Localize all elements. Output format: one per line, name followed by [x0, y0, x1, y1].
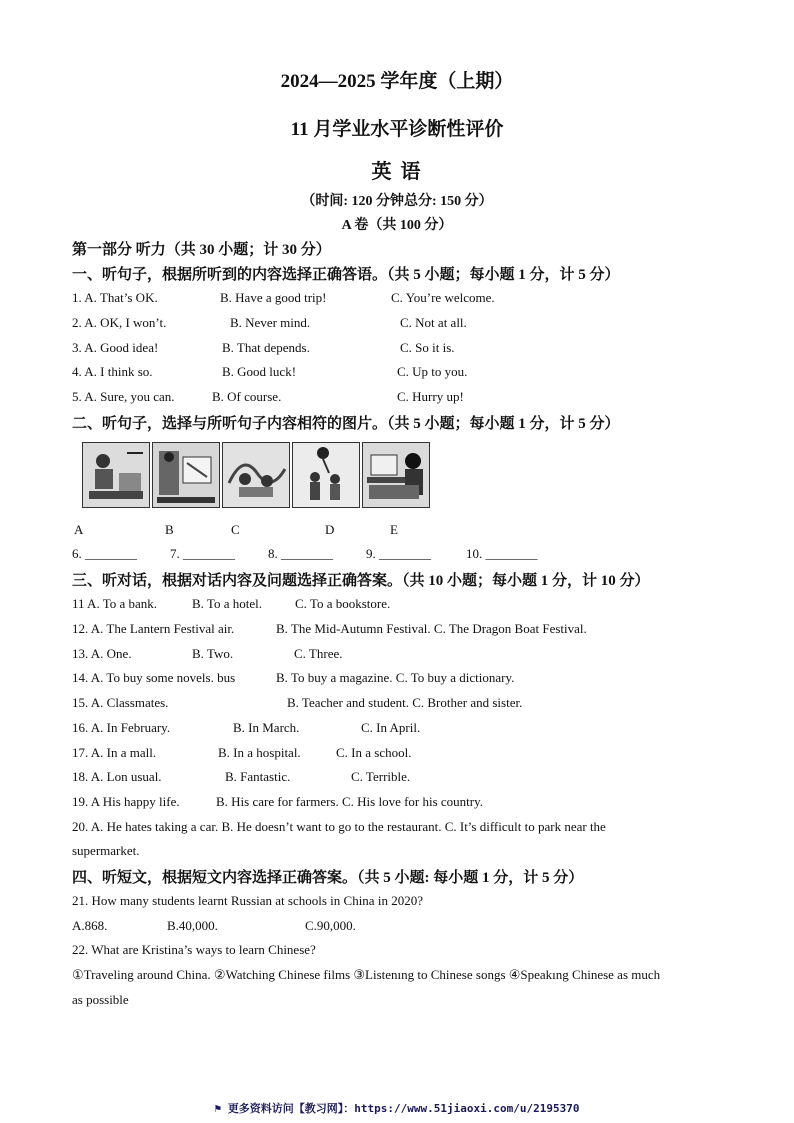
- footer-link[interactable]: [0, 1100, 794, 1116]
- q11-option-b: B. To a hotel.: [192, 596, 262, 611]
- exam-year-title: 2024—2025 学年度（上期）: [280, 71, 514, 92]
- q20-line2: supermarket.: [72, 843, 140, 858]
- q4-option-a: 4. A. I think so.: [72, 364, 153, 379]
- q21-option-c: C.90,000.: [305, 918, 356, 933]
- q17-option-c: C. In a school.: [336, 745, 412, 760]
- exam-meta: （时间: 120 分钟总分: 150 分）: [301, 194, 493, 209]
- q4-option-c: C. Up to you.: [397, 364, 468, 379]
- answer-blank-8: 8. ________: [268, 546, 333, 561]
- answer-blank-10: 10. ________: [466, 546, 538, 561]
- section2-heading: 二、听句子，选择与所听句子内容相符的图片。（共 5 小题；每小题 1 分，计 5 分）: [72, 416, 620, 432]
- picture-letter-e: E: [390, 522, 398, 537]
- q21-option-b: B.40,000.: [167, 918, 218, 933]
- q17-option-a: 17. A. In a mall.: [72, 745, 157, 760]
- picture-letter-a: A: [74, 522, 84, 537]
- q4-option-b: B. Good luck!: [222, 364, 297, 379]
- q21-question: 21. How many students learnt Russian at schools in China in 2020?: [72, 893, 423, 908]
- q16-option-a: 16. A. In February.: [72, 720, 171, 735]
- exam-name-title: 11 月学业水平诊断性评价: [290, 119, 504, 140]
- volume-label: A 卷（共 100 分）: [341, 218, 453, 233]
- q5-option-a: 5. A. Sure, you can.: [72, 389, 175, 404]
- q11-option-c: C. To a bookstore.: [295, 596, 391, 611]
- q13-option-c: C. Three.: [294, 646, 343, 661]
- q14-option-a: 14. A. To buy some novels. bus: [72, 670, 236, 685]
- q22-options-line2: as possible: [72, 992, 129, 1007]
- q3-option-c: C. So it is.: [400, 340, 455, 355]
- q5-option-b: B. Of course.: [212, 389, 282, 404]
- picture-e: [362, 442, 430, 508]
- q15-options-bc: B. Teacher and student. C. Brother and sister.: [287, 695, 523, 710]
- q19-option-a: 19. A His happy life.: [72, 794, 180, 809]
- q1-option-a: 1. A. That’s OK.: [72, 290, 158, 305]
- picture-letter-c: C: [231, 522, 240, 537]
- answer-blank-7: 7. ________: [170, 546, 235, 561]
- picture-b: [152, 442, 220, 508]
- answer-blank-6: 6. ________: [72, 546, 137, 561]
- section4-heading: 四、听短文，根据短文内容选择正确答案。（共 5 小题: 每小题 1 分，计 5 分）: [72, 870, 584, 886]
- q16-option-c: C. In April.: [361, 720, 421, 735]
- q1-option-c: C. You’re welcome.: [391, 290, 495, 305]
- q2-option-b: B. Never mind.: [230, 315, 311, 330]
- q5-option-c: C. Hurry up!: [397, 389, 464, 404]
- q15-option-a: 15. A. Classmates.: [72, 695, 169, 710]
- q16-option-b: B. In March.: [233, 720, 300, 735]
- q18-option-b: B. Fantastic.: [225, 769, 291, 784]
- q22-question: 22. What are Kristina’s ways to learn Chinese?: [72, 942, 316, 957]
- q17-option-b: B. In a hospital.: [218, 745, 301, 760]
- q18-option-a: 18. A. Lon usual.: [72, 769, 162, 784]
- q13-option-b: B. Two.: [192, 646, 234, 661]
- q21-option-a: A.868.: [72, 918, 108, 933]
- q20-line1: 20. A. He hates taking a car. B. He doesn’t want to go to the restaurant. C. It’s difficult to park near the: [72, 819, 606, 834]
- q19-options-bc: B. His care for farmers. C. His love for his country.: [216, 794, 484, 809]
- picture-letter-b: B: [165, 522, 174, 537]
- q14-options-bc: B. To buy a magazine. C. To buy a dictionary.: [276, 670, 515, 685]
- q22-options-line1: ①Traveling around China. ②Watching Chinese films ③Listenıng to Chinese songs ④Speakıng Chinese as much: [72, 967, 661, 982]
- q3-option-b: B. That depends.: [222, 340, 310, 355]
- q18-option-c: C. Terrible.: [351, 769, 411, 784]
- footer-text: 更多资料访问【教习网】：https://www.51jiaoxi.com/u/2195370: [227, 1102, 580, 1115]
- q2-option-c: C. Not at all.: [400, 315, 467, 330]
- q13-option-a: 13. A. One.: [72, 646, 132, 661]
- answer-blank-9: 9. ________: [366, 546, 431, 561]
- q1-option-b: B. Have a good trip!: [220, 290, 327, 305]
- subject-title: 英 语: [371, 161, 423, 183]
- picture-d: [292, 442, 360, 508]
- q12-option-a: 12. A. The Lantern Festival air.: [72, 621, 235, 636]
- section1-heading: 一、听句子，根据所听到的内容选择正确答语。（共 5 小题；每小题 1 分，计 5 分）: [72, 267, 620, 283]
- q11-option-a: 11 A. To a bank.: [72, 596, 158, 611]
- picture-letter-d: D: [325, 522, 335, 537]
- part1-heading: 第一部分 听力（共 30 小题；计 30 分）: [72, 242, 331, 258]
- picture-c: [222, 442, 290, 508]
- q3-option-a: 3. A. Good idea!: [72, 340, 159, 355]
- picture-a: [82, 442, 150, 508]
- section3-heading: 三、听对话，根据对话内容及问题选择正确答案。（共 10 小题；每小题 1 分，计 10 分）: [72, 573, 650, 589]
- flag-icon: ⚑: [214, 1102, 222, 1115]
- q12-options-bc: B. The Mid-Autumn Festival. C. The Dragon Boat Festival.: [276, 621, 587, 636]
- q2-option-a: 2. A. OK, I won’t.: [72, 315, 167, 330]
